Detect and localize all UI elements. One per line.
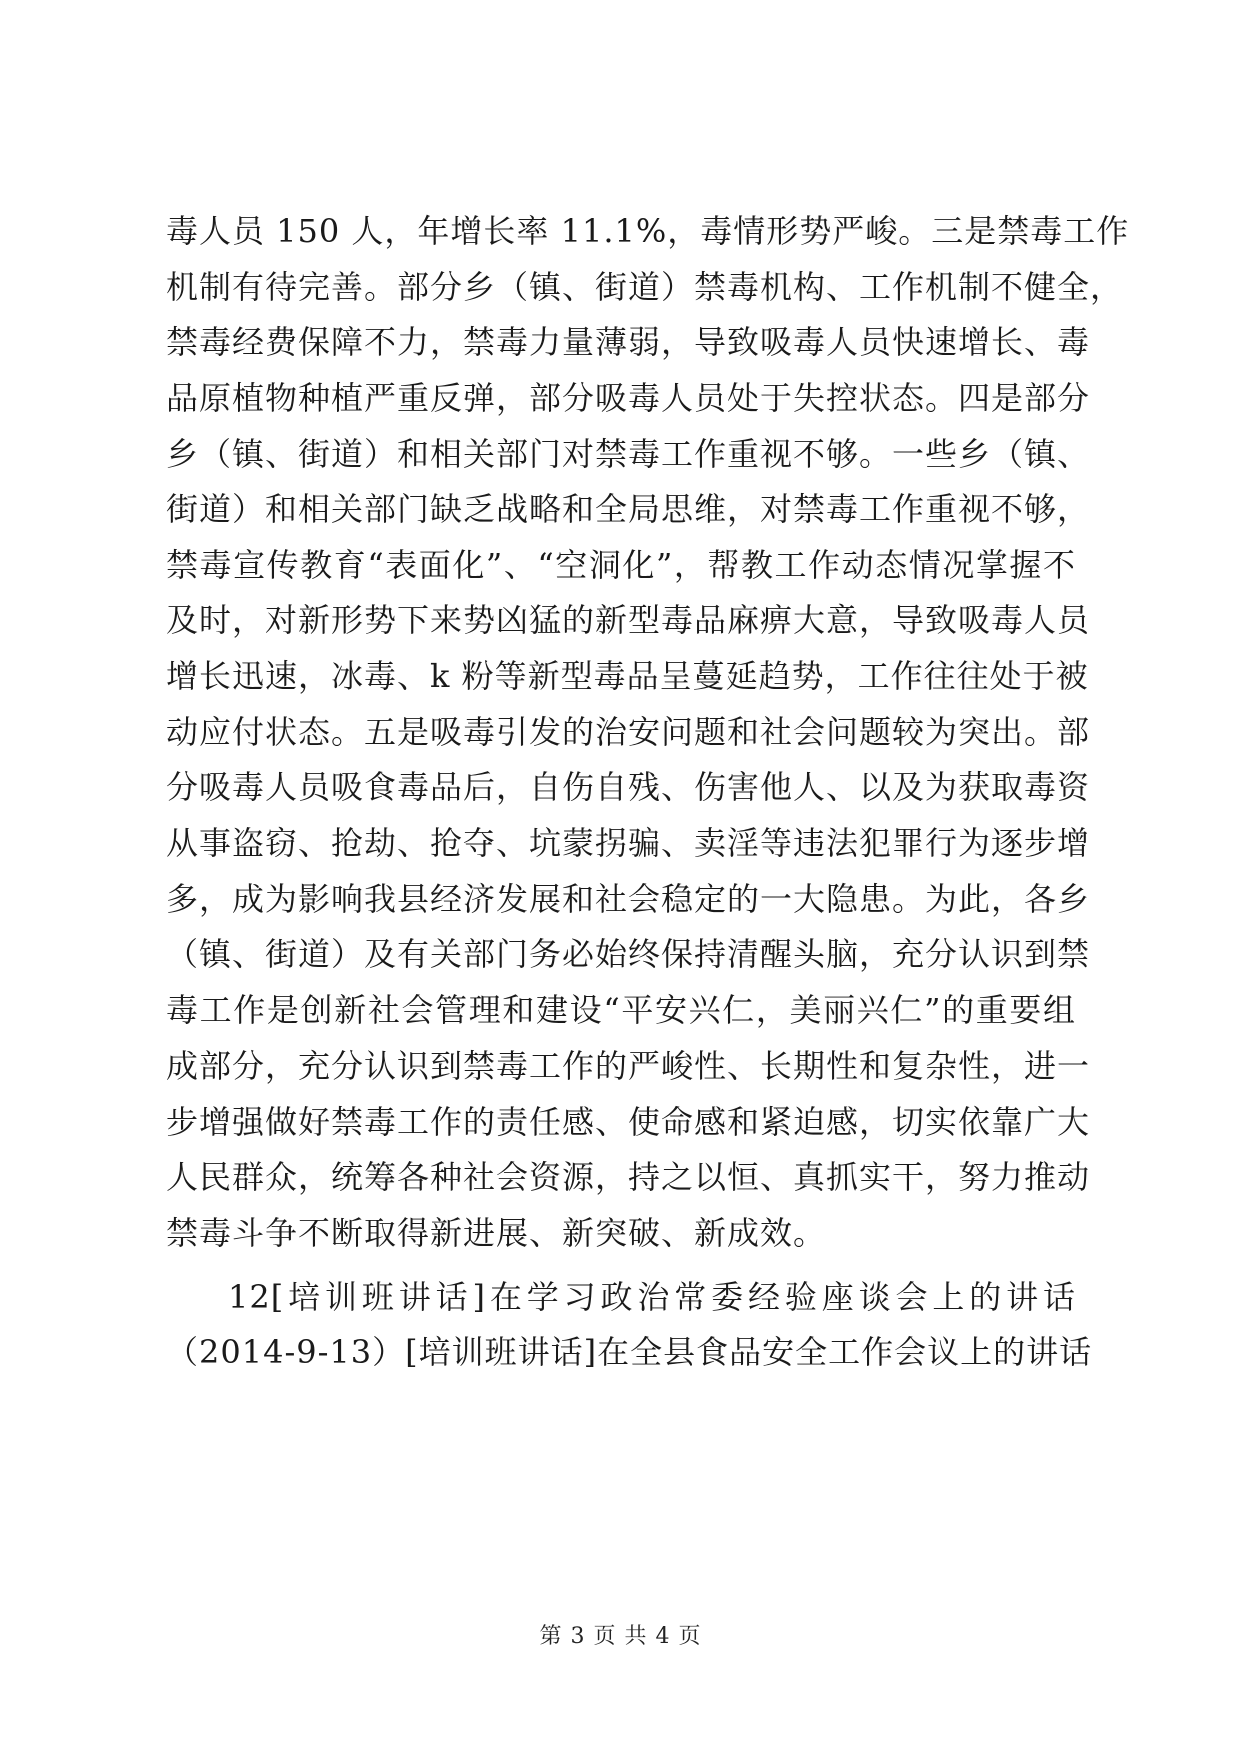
text-line: 多，成为影响我县经济发展和社会稳定的一大隐患。为此，各乡 (166, 880, 1091, 918)
text-line: （镇、街道）及有关部门务必始终保持清醒头脑，充分认识到禁 (166, 935, 1091, 973)
page-footer: 第 3 页 共 4 页 (539, 1624, 702, 1649)
text-line: 禁毒宣传教育“表面化”、“空洞化”，帮教工作动态情况掌握不 (166, 546, 1076, 584)
text-line: 增长迅速，冰毒、k 粉等新型毒品呈蔓延趋势，工作往往处于被 (166, 657, 1089, 695)
text-line: 禁毒经费保障不力，禁毒力量薄弱，导致吸毒人员快速增长、毒 (166, 323, 1091, 361)
text-line: 从事盗窃、抢劫、抢夺、坑蒙拐骗、卖淫等违法犯罪行为逐步增 (166, 824, 1091, 862)
text-line: 成部分，充分认识到禁毒工作的严峻性、长期性和复杂性，进一 (166, 1047, 1091, 1085)
text-line: 禁毒斗争不断取得新进展、新突破、新成效。 (166, 1214, 827, 1252)
text-line: 分吸毒人员吸食毒品后，自伤自残、伤害他人、以及为获取毒资 (166, 768, 1091, 806)
text-line: 毒人员 150 人，年增长率 11.1%，毒情形势严峻。三是禁毒工作 (166, 212, 1130, 250)
text-line: 步增强做好禁毒工作的责任感、使命感和紧迫感，切实依靠广大 (166, 1103, 1091, 1141)
text-line: 毒工作是创新社会管理和建设“平安兴仁，美丽兴仁”的重要组 (166, 991, 1076, 1029)
text-line: 动应付状态。五是吸毒引发的治安问题和社会问题较为突出。部 (166, 713, 1091, 751)
text-line: 品原植物种植严重反弹，部分吸毒人员处于失控状态。四是部分 (166, 379, 1091, 417)
text-line: （2014-9-13）[培训班讲话]在全县食品安全工作会议上的讲话 (166, 1333, 1093, 1371)
text-line: 及时，对新形势下来势凶猛的新型毒品麻痹大意，导致吸毒人员 (166, 601, 1091, 639)
text-line: 12[培训班讲话]在学习政治常委经验座谈会上的讲话 (228, 1278, 1076, 1316)
text-line: 街道）和相关部门缺乏战略和全局思维，对禁毒工作重视不够， (166, 490, 1091, 528)
text-line: 人民群众，统筹各种社会资源，持之以恒、真抓实干，努力推动 (166, 1158, 1091, 1196)
text-line: 机制有待完善。部分乡（镇、街道）禁毒机构、工作机制不健全， (166, 268, 1124, 306)
text-line: 乡（镇、街道）和相关部门对禁毒工作重视不够。一些乡（镇、 (166, 435, 1091, 473)
